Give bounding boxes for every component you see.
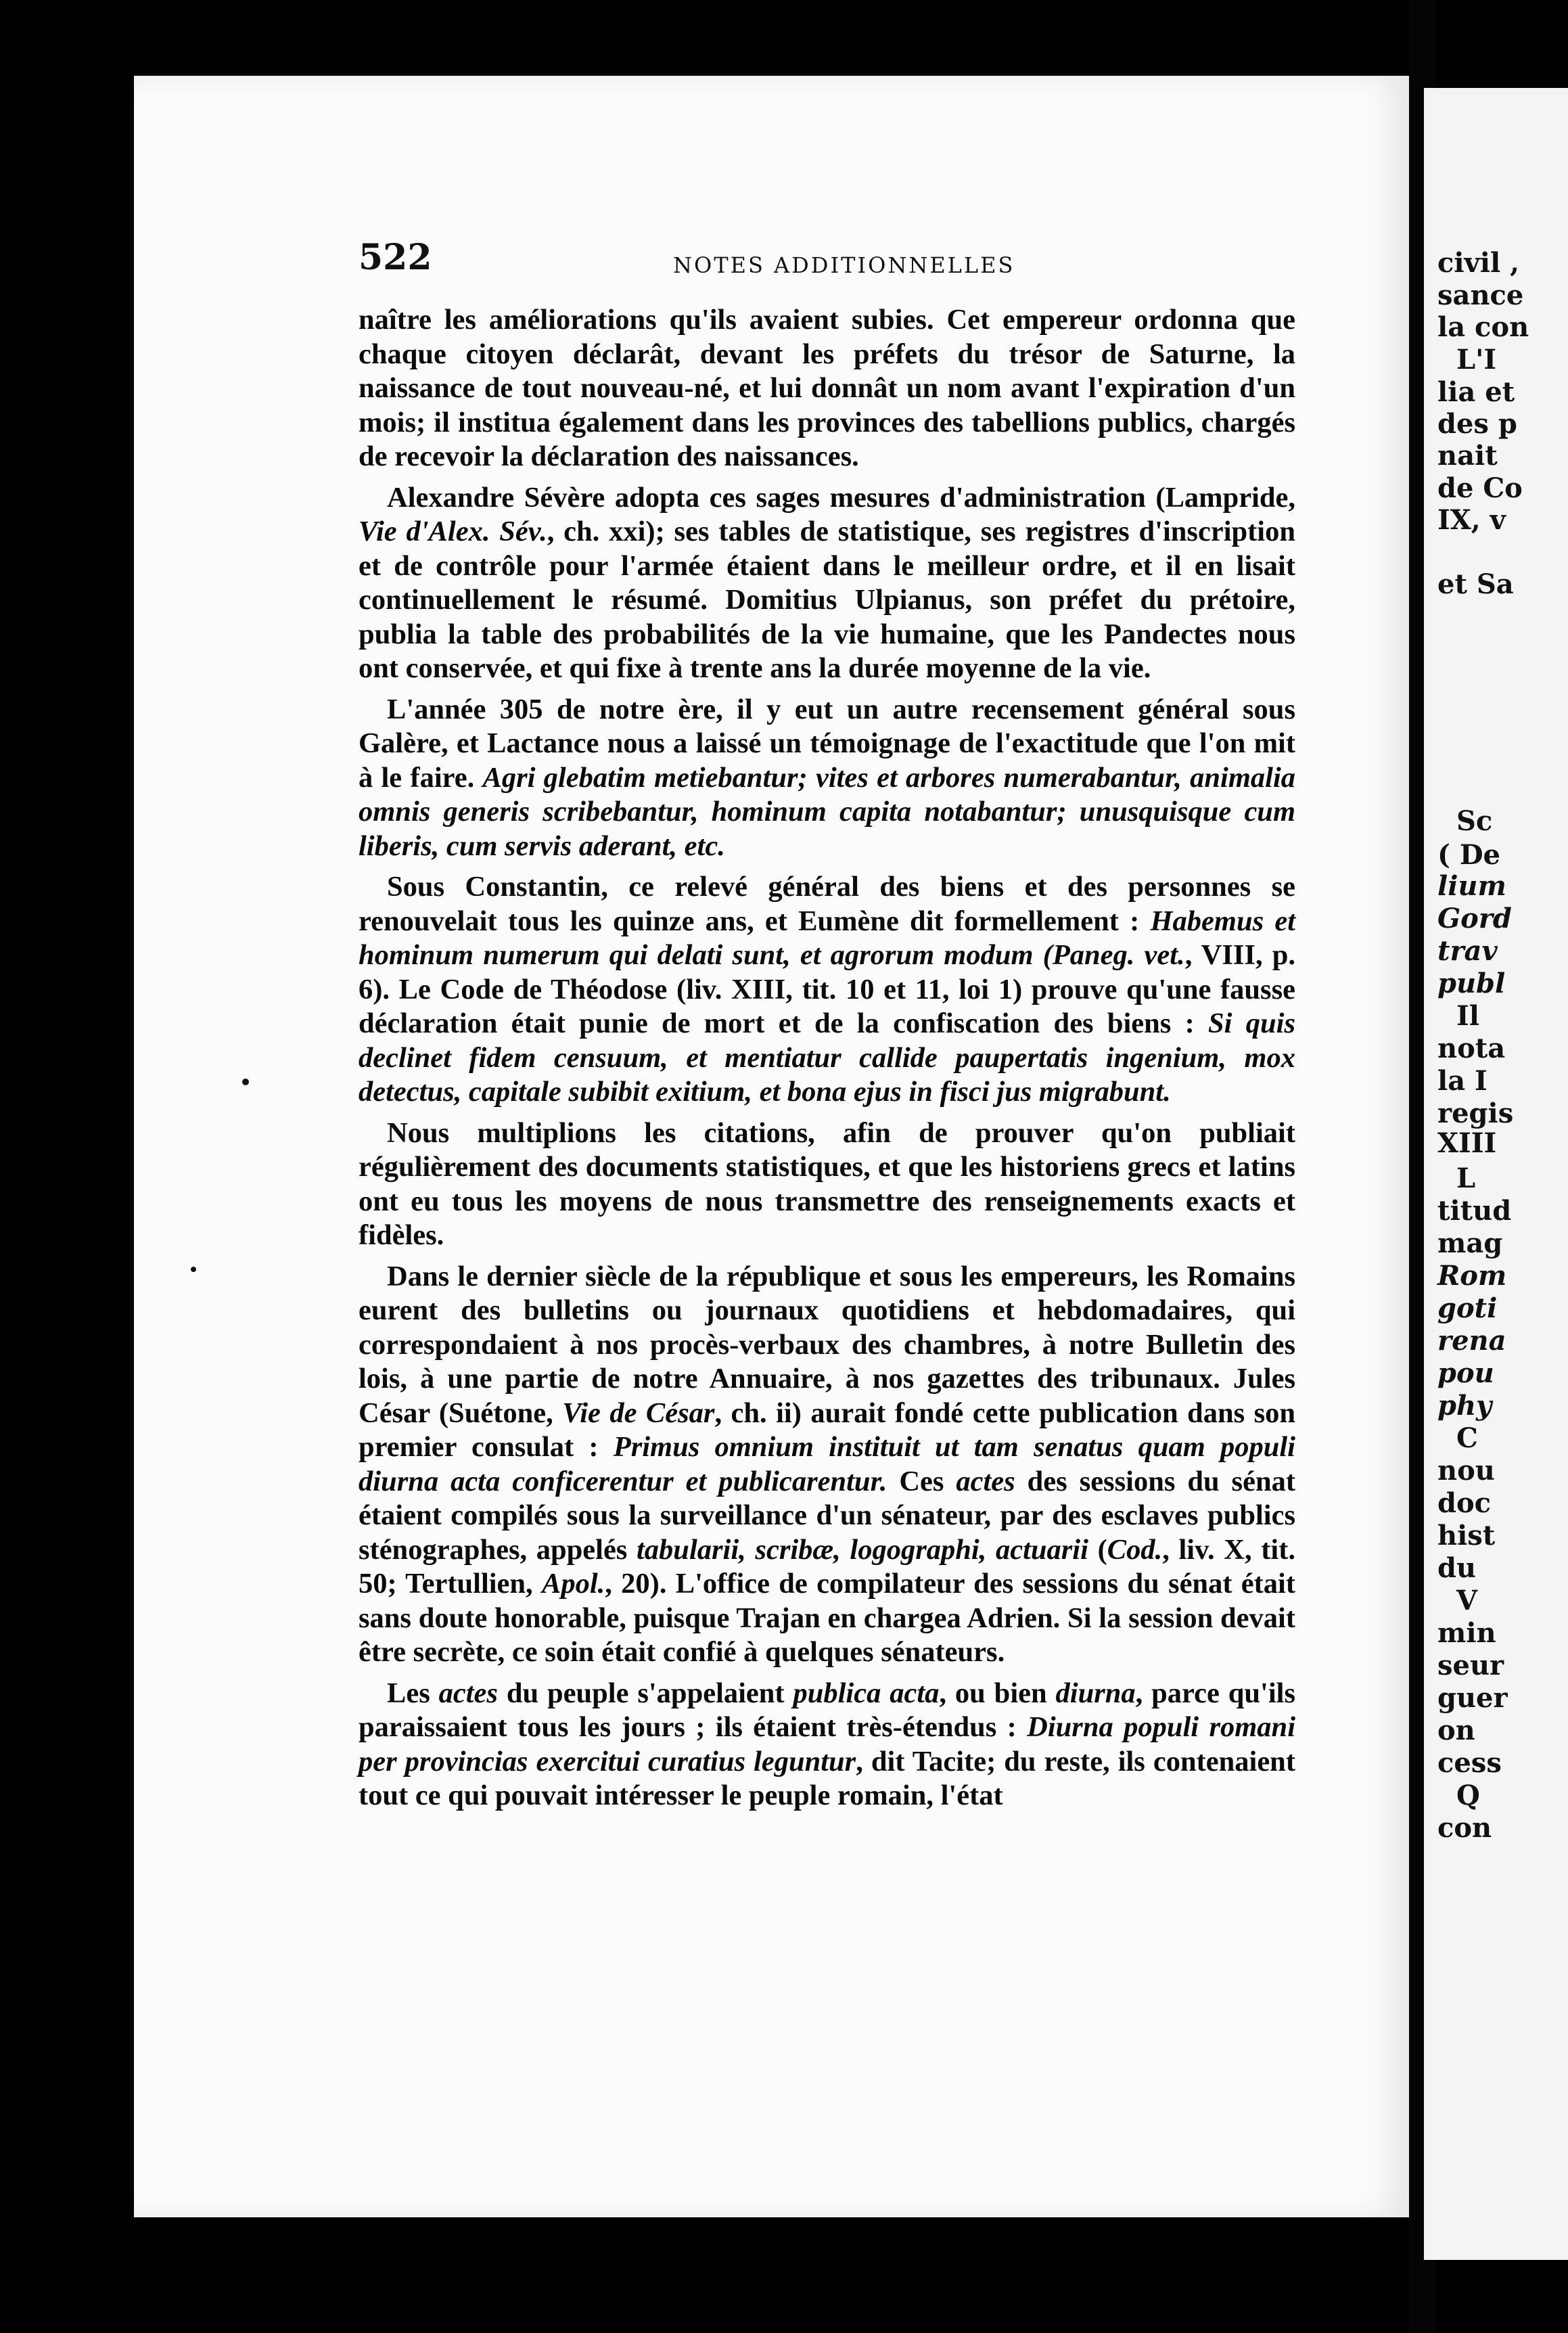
facing-line: con xyxy=(1437,1812,1492,1844)
p6-italic-b: Vie de César xyxy=(562,1397,715,1429)
p7-italic-f: diurna xyxy=(1055,1677,1136,1709)
p7-latin-quote: Diurna populi romani per provincias exercitui curatius leguntur xyxy=(359,1711,1295,1777)
facing-line: Gord xyxy=(1437,903,1512,934)
facing-line: du xyxy=(1437,1552,1477,1584)
p4-latin-quote: Habemus et hominum numerum qui delati sunt, et agrorum modum (Paneg. vet. xyxy=(359,905,1296,971)
p6-text-k: , liv. X, tit. 50; Tertullien, xyxy=(359,1533,1295,1600)
ink-spot xyxy=(191,1267,196,1272)
facing-line: on xyxy=(1437,1715,1475,1746)
facing-line: IX, v xyxy=(1437,504,1506,536)
facing-line: nota xyxy=(1437,1033,1506,1064)
paragraph-5 xyxy=(359,1116,1295,1253)
p1-text: naître les améliorations qu'ils avaient subies. Cet empereur ordonna que chaque citoyen déclarât, devant les préfets du trésor de Saturne, la naissance de tout nouveau-né, et lui donnât un nom avant l'expiration d'un mois; il institua également dans les provinces des tabellions publics, chargés de recevoir la déclaration des naissances. xyxy=(359,304,1295,472)
facing-line: guer xyxy=(1437,1682,1508,1714)
facing-line: pou xyxy=(1437,1357,1494,1389)
facing-line: titud xyxy=(1437,1195,1512,1227)
paragraph-1 xyxy=(359,303,1295,474)
main-text xyxy=(359,303,1295,1820)
facing-line: Q xyxy=(1456,1780,1480,1811)
facing-line: L'I xyxy=(1456,344,1497,376)
p6-text-c: , ch. ii) aurait fondé cette publication dans son premier consulat : xyxy=(359,1397,1296,1463)
p4-text-c: , VIII, p. 6). Le Code de Théodose (liv. XIII, tit. 10 et 11, loi 1) prouve qu'une fausse déclaration était punie de mort et de la confiscation des biens : xyxy=(359,939,1295,1039)
facing-line: nait xyxy=(1437,440,1498,472)
p6-italic-l: Apol. xyxy=(541,1568,605,1600)
ink-spot xyxy=(242,1079,249,1085)
facing-page xyxy=(1424,88,1568,2260)
facing-line: de Co xyxy=(1437,472,1523,504)
p6-italic-f: actes xyxy=(956,1465,1015,1497)
facing-line: C xyxy=(1456,1422,1478,1454)
p2-text-c: , ch. xxi); ses tables de statistique, ses registres d'inscription et de contrôle pour l'armée étaient dans le meilleur ordre, et il en lisait continuellement le résumé. Domitius Ulpianus, son préfet du prétoire, publia la table des probabilités de la vie humaine, que les Pandectes nous ont conservée, et qui fixe à trente ans la durée moyenne de la vie. xyxy=(359,516,1295,684)
paragraph-3 xyxy=(359,693,1295,864)
p7-italic-d: publica acta xyxy=(793,1677,940,1709)
p6-text-i: ( xyxy=(1088,1533,1107,1566)
facing-line: doc xyxy=(1437,1487,1492,1519)
facing-line: lium xyxy=(1437,870,1506,902)
p2-text-a: Alexandre Sévère adopta ces sages mesures d'administration (Lampride, xyxy=(387,481,1295,514)
p3-text-a: L'année 305 de notre ère, il y eut un autre recensement général sous Galère, et Lactance nous a laissé un témoignage de l'exactitude que l'on mit à le faire. xyxy=(359,693,1295,794)
page-number: 522 xyxy=(359,237,432,278)
p7-italic-b: actes xyxy=(438,1677,498,1709)
paragraph-4 xyxy=(359,870,1295,1110)
paragraph-7 xyxy=(359,1677,1295,1813)
facing-line: mag xyxy=(1437,1227,1503,1259)
facing-line: hist xyxy=(1437,1520,1496,1551)
facing-line: V xyxy=(1456,1585,1478,1616)
facing-line: la con xyxy=(1437,311,1529,343)
facing-line: min xyxy=(1437,1617,1496,1649)
facing-line: civil , xyxy=(1437,247,1520,279)
running-title: NOTES ADDITIONNELLES xyxy=(673,252,1015,278)
paragraph-2 xyxy=(359,481,1295,686)
facing-line: Sc xyxy=(1456,805,1493,837)
p4-latin-law: Si quis declinet fidem censuum, et mentiatur callide paupertatis ingenium, mox detectus, capitale subibit exitium, et bona ejus in fisci jus migrabunt. xyxy=(359,1007,1295,1108)
p6-text-m: , 20). L'office de compilateur des sessions du sénat était sans doute honorable, puisque Trajan en chargea Adrien. Si la session devait être secrète, ce soin était confié à quelques sénateurs. xyxy=(359,1568,1295,1668)
p7-text-g: , parce qu'ils paraissaient tous les jours ; ils étaient très-étendus : xyxy=(359,1677,1295,1743)
facing-line: cess xyxy=(1437,1747,1502,1779)
facing-line: trav xyxy=(1437,935,1498,967)
facing-line: lia et xyxy=(1437,376,1515,408)
facing-line: Il xyxy=(1456,1000,1479,1032)
p7-text-i: , dit Tacite; du reste, ils contenaient tout ce qui pouvait intéresser le peuple romain, l'état xyxy=(359,1745,1295,1811)
p6-latin-quote: Primus omnium instituit ut tam senatus quam populi diurna acta conficerentur et publicarentur. xyxy=(359,1431,1295,1497)
facing-line: XIII xyxy=(1437,1127,1497,1159)
facing-line: et Sa xyxy=(1437,568,1514,600)
facing-line: publ xyxy=(1437,968,1506,999)
p6-text-e: Ces xyxy=(887,1465,956,1497)
facing-line: phy xyxy=(1437,1390,1492,1422)
facing-line: L xyxy=(1456,1162,1476,1194)
facing-line: rena xyxy=(1437,1325,1506,1357)
facing-line: ( De xyxy=(1437,839,1500,871)
p3-latin-quote: Agri glebatim metiebantur; vites et arbores numerabantur, animalia omnis generis scribebantur, hominum capita notabantur; unusquisque cum liberis, cum servis aderant, etc. xyxy=(359,761,1296,862)
facing-line: sance xyxy=(1437,279,1524,311)
p5-text: Nous multiplions les citations, afin de prouver qu'on publiait régulièrement des documents statistiques, et que les historiens grecs et latins ont eu tous les moyens de nous transmettre des renseignements exacts et fidèles. xyxy=(359,1116,1295,1251)
facing-line: des p xyxy=(1437,408,1517,440)
facing-line: goti xyxy=(1437,1292,1498,1324)
facing-line: seur xyxy=(1437,1650,1504,1681)
p6-italic-j: Cod. xyxy=(1107,1533,1163,1566)
paragraph-6 xyxy=(359,1260,1295,1670)
p6-text-g: des sessions du sénat étaient compilés sous la surveillance d'un sénateur, par des esclaves publics sténographes, appelés xyxy=(359,1465,1295,1566)
p6-text-a: Dans le dernier siècle de la république et sous les empereurs, les Romains eurent des bulletins ou journaux quotidiens et hebdomadaires, qui correspondaient à nos procès-verbaux des chambres, à notre Bulletin des lois, à une partie de notre Annuaire, à nos gazettes des tribunaux. Jules César (Suétone, xyxy=(359,1260,1295,1429)
facing-line: Rom xyxy=(1437,1260,1507,1292)
facing-line: regis xyxy=(1437,1097,1514,1129)
p4-text-a: Sous Constantin, ce relevé général des biens et des personnes se renouvelait tous les quinze ans, et Eumène dit formellement : xyxy=(359,871,1295,937)
p2-italic: Vie d'Alex. Sév. xyxy=(359,516,547,547)
p6-italic-h: tabularii, scribæ, logographi, actuarii xyxy=(637,1533,1088,1566)
p7-text-e: , ou bien xyxy=(939,1677,1056,1709)
facing-line: nou xyxy=(1437,1455,1495,1487)
facing-line: la I xyxy=(1437,1065,1488,1097)
p7-text-c: du peuple s'appelaient xyxy=(497,1677,793,1709)
p7-text-a: Les xyxy=(387,1677,439,1709)
